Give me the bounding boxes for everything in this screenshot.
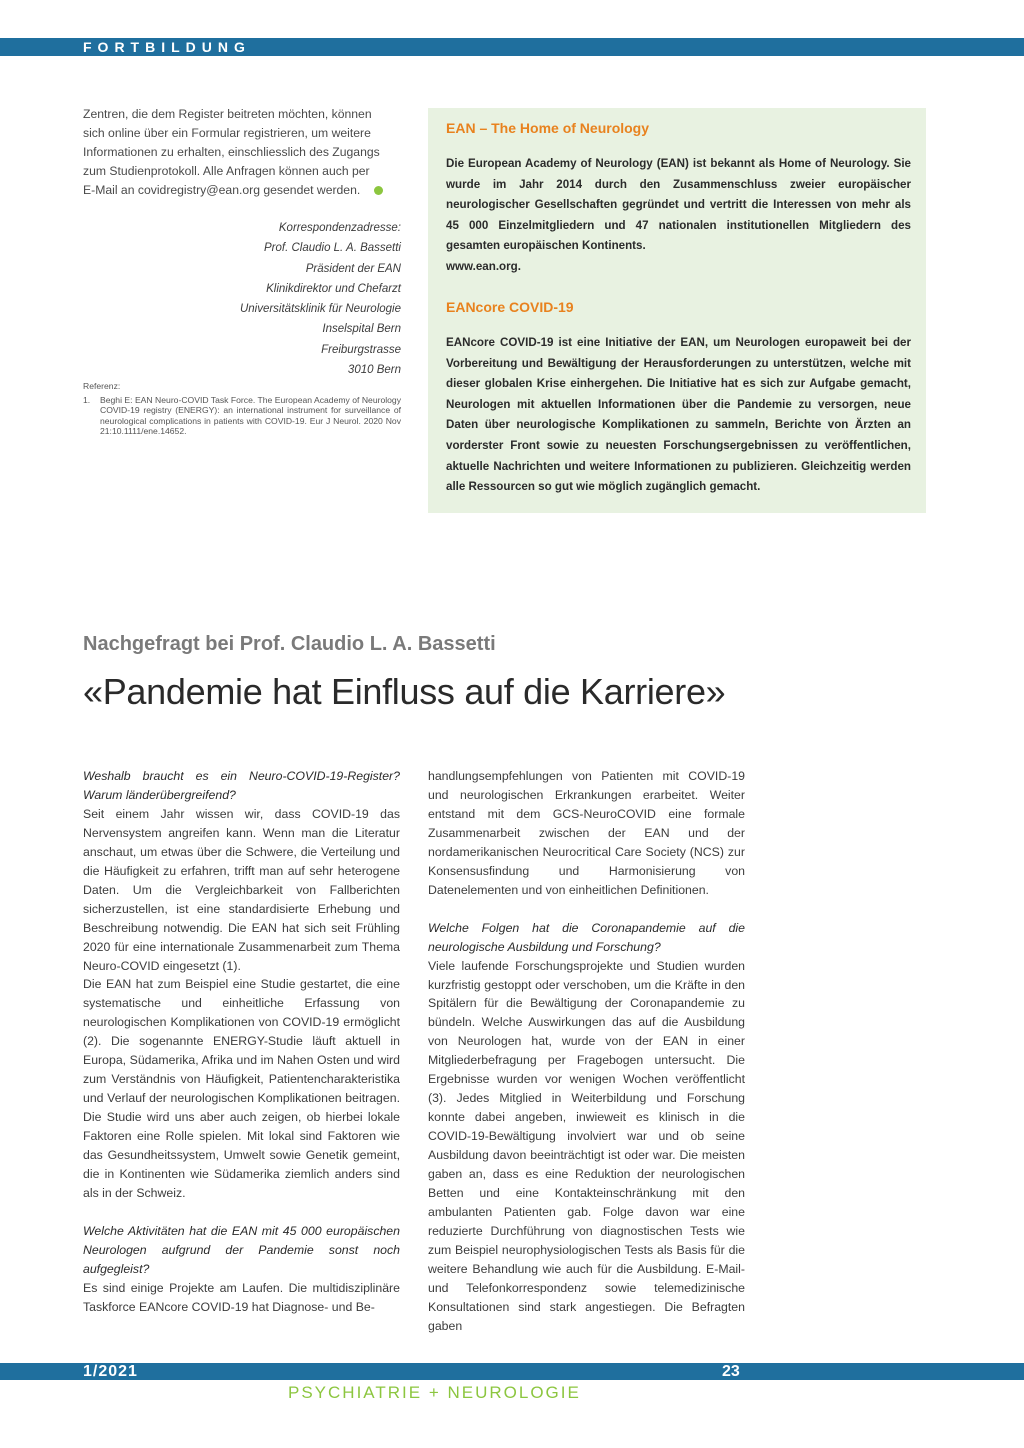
section-label: FORTBILDUNG bbox=[83, 39, 251, 55]
intro-line: E-Mail an covidregistry@ean.org gesendet werden. bbox=[83, 183, 361, 197]
info-url[interactable]: www.ean.org. bbox=[446, 260, 521, 273]
question: Welche Aktivitäten hat die EAN mit 45 000 europäischen Neurologen aufgrund der Pandemie sonst noch aufgegleist? bbox=[83, 1223, 400, 1276]
address-line: Inselspital Bern bbox=[322, 323, 401, 336]
article-column-right bbox=[428, 767, 745, 1336]
question: Welche Folgen hat die Coronapandemie auf die neurologische Ausbildung und Forschung? bbox=[428, 920, 745, 954]
intro-line: Zentren, die dem Register beitreten möchten, können bbox=[83, 107, 372, 121]
page-number: 23 bbox=[722, 1363, 740, 1380]
intro-line: zum Studienprotokoll. Alle Anfragen können auch per bbox=[83, 164, 370, 178]
answer-paragraph: Die EAN hat zum Beispiel eine Studie gestartet, die eine systematische und einheitliche Erfassung von neurologischen Komplikationen von COVID-19 ermöglicht (2). Die sogenannte ENERGY-Studie läuft aktuell in Europa, Südamerika, Afrika und im Nahen Osten und wird zum Verständnis von Häufigkeit, Patientencharakteristika und Verlauf der neurologischen Komplikationen beitragen. Die Studie wird uns aber auch zeigen, ob hierbei lokale Faktoren eine Rolle spielen. Mit lokal sind Faktoren wie das Gesundheitssystem, Umwelt sowie Genetik gemeint, die in Kontinenten wie Südamerika ziemlich anders sind als in der Schweiz. bbox=[83, 977, 400, 1200]
references bbox=[83, 381, 401, 437]
references-label: Referenz: bbox=[83, 381, 121, 391]
end-of-text-dot-icon bbox=[374, 186, 383, 195]
answer-paragraph: Viele laufende Forschungsprojekte und Studien wurden kurzfristig gestoppt oder verschoben, um die Kräfte in den Spitälern für die Bewältigung der Coronapandemie zu bündeln. Welche Auswirkungen das auf die Ausbildung von Neurologen hat, wurde von der EAN in einer Mitgliederbefragung per Fragebogen untersucht. Die Ergebnisse wurden vor wenigen Wochen veröffentlicht (3). Jedes Mitglied in Weiterbildung und Forschung konnte dabei angeben, inwieweit es klinisch in die COVID-19-Bewältigung involviert war und ob seine Ausbildung davon beeinträchtigt ist oder war. Die meisten gaben an, dass es eine Reduktion der neurologischen Betten und eine Kontakteinschränkung mit den ambulanten Patienten gab. Folge davon war eine reduzierte Durchführung von diagnostischen Tests wie zum Beispiel neurophysiologischen Tests als Basis für die weitere Behandlung wie auch für die Ausbildung. E-Mail- und Telefonkorrespondenz sowie telemedizinische Konsultationen sind stark angestiegen. Die Befragten gaben bbox=[428, 958, 745, 1333]
section-header-bar bbox=[0, 38, 1024, 56]
reference-text: Beghi E: EAN Neuro-COVID Task Force. The European Academy of Neurology COVID-19 registry (ENERGY): an international instrument for surveillance of neurological complications in patients with COVID-19. Eur J Neurol. 2020 Nov 21:10.1111/ene.14652. bbox=[100, 394, 401, 436]
address-line: Korrespondenzadresse: bbox=[278, 222, 401, 234]
info-text-eancore: EANcore COVID-19 ist eine Initiative der EAN, um Neurologen europaweit bei der Vorbereitung und Bewältigung der Herausforderungen zu unterstützen, welche mit dieser globalen Krise einhergehen. Die Initiative hat es sich zur Aufgabe gemacht, Neurologen mit aktuellen Informationen über die Pandemie zu versorgen, neue Daten über neurologische Komplikationen zu sammeln, Berichte von Ärzten an vorderster Front sowie zu neuesten Forschungsergebnissen zu veröffentlichen, aktuelle Nachrichten und weitere Informationen zu publizieren. Gleichzeitig werden alle Ressourcen so gut wie möglich zugänglich gemacht. bbox=[446, 336, 911, 494]
reference-item bbox=[83, 395, 401, 437]
correspondence-address bbox=[83, 218, 401, 380]
address-line: 3010 Bern bbox=[347, 364, 401, 377]
article-subtitle: Nachgefragt bei Prof. Claudio L. A. Bassetti bbox=[83, 633, 496, 655]
intro-paragraph bbox=[83, 105, 401, 200]
intro-line: sich online über ein Formular registrieren, um weitere bbox=[83, 126, 371, 140]
info-heading-ean: EAN – The Home of Neurology bbox=[446, 120, 650, 136]
answer-paragraph: handlungsempfehlungen von Patienten mit COVID-19 und neurologischen Erkrankungen erarbeitet. Weiter entstand mit dem GCS-NeuroCOVID eine formale Zusammenarbeit zwischen der EAN und der nordamerikanischen Neurocritical Care Society (NCS) zur Konsensusfindung und Harmonisierung von Datenelementen und von einheitlichen Definitionen. bbox=[428, 769, 745, 897]
answer-paragraph: Seit einem Jahr wissen wir, dass COVID-19 das Nervensystem angreifen kann. Wenn man die Literatur anschaut, um etwas über die Schwere, die Verteilung und die Häufigkeit zu erfahren, trifft man auf sehr heterogene Daten. Um die Vergleichbarkeit von Fallberichten sicherzustellen, ist eine standardisierte Erhebung und Beschreibung notwendig. Die EAN hat sich seit Frühling 2020 für eine internationale Zusammenarbeit zum Thema Neuro-COVID eingesetzt (1). bbox=[83, 806, 400, 973]
reference-number: 1. bbox=[83, 394, 91, 405]
info-text-ean: Die European Academy of Neurology (EAN) ist bekannt als Home of Neurology. Sie wurde im Jahr 2014 durch den Zusammenschluss zweier europäischer neurologischer Gesellschaften gegründet und vertritt die Interessen von mehr als 45 000 Einzelmitgliedern und 47 nationalen institutionellen Mitgliedern des gesamten europäischen Kontinents. bbox=[446, 157, 911, 253]
info-box bbox=[428, 108, 926, 513]
address-line: Freiburgstrasse bbox=[321, 343, 401, 356]
journal-name: PSYCHIATRIE + NEUROLOGIE bbox=[288, 1383, 581, 1402]
address-line: Klinikdirektor und Chefarzt bbox=[266, 282, 401, 295]
article-column-left bbox=[83, 767, 400, 1317]
answer-paragraph: Es sind einige Projekte am Laufen. Die multidisziplinäre Taskforce EANcore COVID-19 hat Diagnose- und Be- bbox=[83, 1280, 400, 1314]
intro-line: Informationen zu erhalten, einschliesslich des Zugangs bbox=[83, 145, 380, 159]
question: Weshalb braucht es ein Neuro-COVID-19-Register? Warum länderübergreifend? bbox=[83, 769, 400, 802]
address-line: Prof. Claudio L. A. Bassetti bbox=[263, 242, 401, 255]
issue-number: 1/2021 bbox=[83, 1363, 138, 1380]
info-heading-eancore: EANcore COVID-19 bbox=[446, 299, 574, 315]
article-title: «Pandemie hat Einfluss auf die Karriere» bbox=[83, 671, 726, 712]
footer-bar bbox=[0, 1363, 1024, 1380]
address-line: Präsident der EAN bbox=[305, 262, 401, 275]
address-line: Universitätsklinik für Neurologie bbox=[239, 303, 401, 316]
